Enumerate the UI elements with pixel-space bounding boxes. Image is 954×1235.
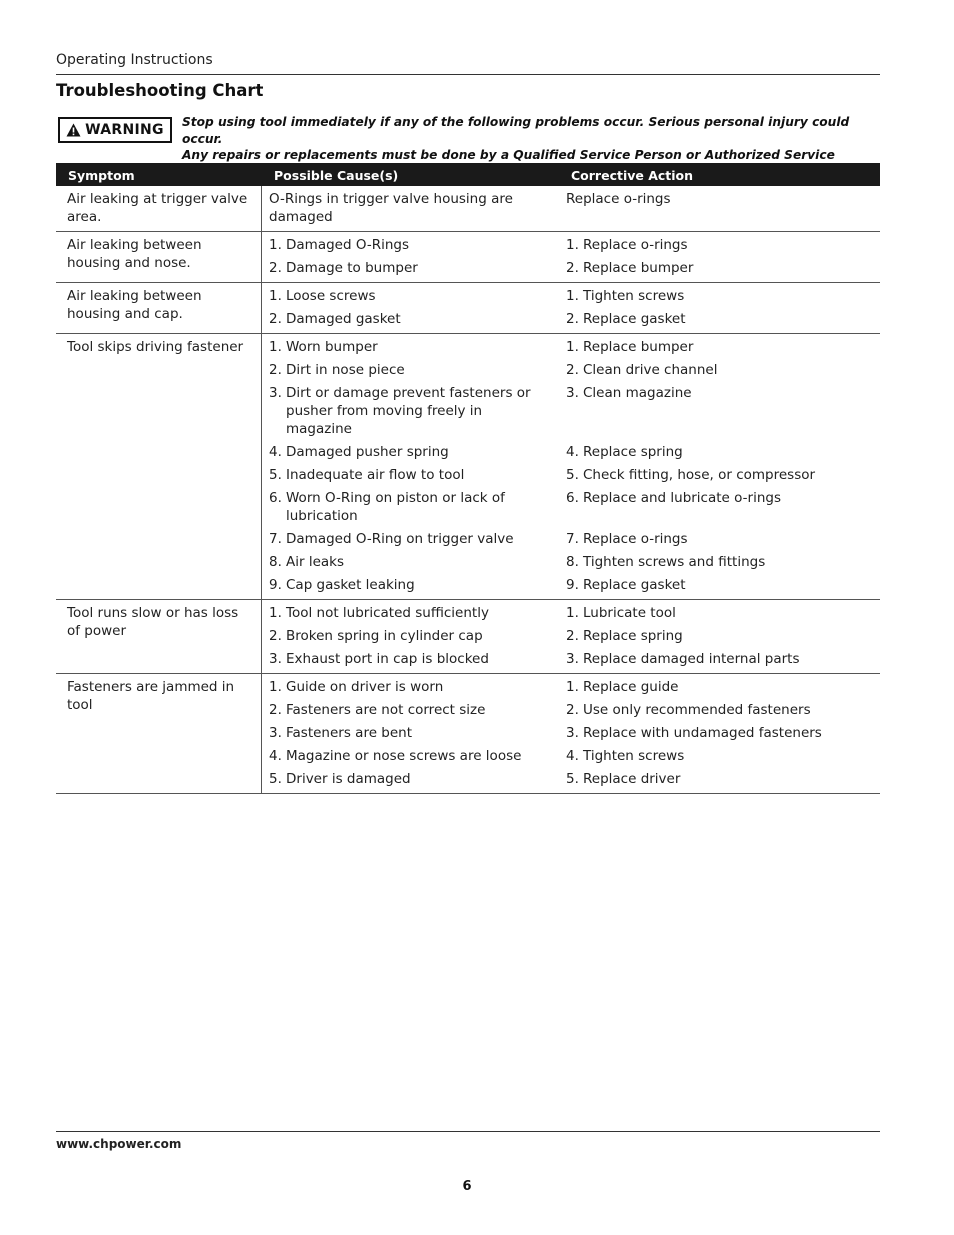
cause-item-number: 4. (269, 748, 282, 764)
cause-item-text: Worn bumper (286, 339, 378, 355)
actions-cell (559, 674, 880, 793)
cause-item-number: 2. (269, 260, 282, 276)
cause-item (269, 443, 553, 461)
action-item (566, 338, 874, 356)
causes-cell (262, 600, 559, 673)
action-item (566, 236, 874, 254)
action-item-number: 3. (566, 725, 579, 741)
action-item (566, 627, 874, 645)
action-item-text: Replace gasket (583, 311, 686, 327)
cause-item-number: 2. (269, 362, 282, 378)
action-item (566, 770, 874, 788)
action-item-text: Use only recommended fasteners (583, 702, 811, 718)
cause-item-text: O-Rings in trigger valve housing are damaged (269, 191, 513, 225)
action-item-text: Replace spring (583, 628, 683, 644)
action-item-number: 4. (566, 748, 579, 764)
cause-item-text: Damaged O-Rings (286, 237, 409, 253)
cause-item (269, 553, 553, 571)
table-row (56, 674, 880, 794)
cause-item-text: Cap gasket leaking (286, 577, 415, 593)
cause-item (269, 701, 553, 719)
action-item (566, 530, 874, 548)
cause-item (269, 678, 553, 696)
cause-item (269, 236, 553, 254)
cause-item-number: 1. (269, 679, 282, 695)
action-item (566, 361, 874, 379)
causes-cell (262, 283, 559, 333)
action-item (566, 553, 874, 571)
table-row (56, 186, 880, 232)
cause-item-text: Dirt in nose piece (286, 362, 405, 378)
cause-item-text: Broken spring in cylinder cap (286, 628, 483, 644)
action-item-text: Replace damaged internal parts (583, 651, 800, 667)
header-divider (56, 74, 880, 75)
action-item-number: 5. (566, 467, 579, 483)
cause-item-number: 1. (269, 237, 282, 253)
action-item-text: Replace and lubricate o-rings (583, 490, 781, 506)
cause-item-number: 9. (269, 577, 282, 593)
cause-item-text: Damaged O-Ring on trigger valve (286, 531, 514, 547)
cause-item (269, 650, 553, 668)
action-item (566, 384, 874, 438)
cause-item (269, 627, 553, 645)
action-item-number: 6. (566, 490, 579, 506)
cause-item (269, 489, 553, 525)
header-symptom: Symptom (68, 168, 135, 183)
header-corrective-action: Corrective Action (571, 168, 694, 183)
table-row (56, 232, 880, 283)
action-item-text: Replace guide (583, 679, 679, 695)
table-row (56, 334, 880, 600)
symptom-cell: Air leaking between housing and cap. (56, 283, 262, 333)
troubleshooting-table (56, 163, 880, 794)
cause-item (269, 338, 553, 356)
action-item-number: 1. (566, 288, 579, 304)
action-item-number: 1. (566, 237, 579, 253)
action-item-text: Lubricate tool (583, 605, 676, 621)
action-item-number: 3. (566, 651, 579, 667)
actions-cell (559, 232, 880, 282)
cause-item-text: Dirt or damage prevent fasteners or pusher from moving freely in magazine (286, 385, 531, 437)
cause-item-number: 1. (269, 339, 282, 355)
symptom-cell: Fasteners are jammed in tool (56, 674, 262, 793)
cause-item-number: 4. (269, 444, 282, 460)
action-item (566, 190, 874, 226)
cause-item (269, 466, 553, 484)
warning-badge (58, 117, 172, 143)
action-item-number: 2. (566, 362, 579, 378)
cause-item-text: Air leaks (286, 554, 345, 570)
action-item-text: Replace bumper (583, 339, 694, 355)
action-item-number: 5. (566, 771, 579, 787)
action-item-text: Replace o-rings (566, 191, 671, 207)
cause-item-text: Tool not lubricated sufficiently (286, 605, 489, 621)
cause-item-number: 1. (269, 288, 282, 304)
action-item-number: 2. (566, 311, 579, 327)
action-item-number: 7. (566, 531, 579, 547)
action-item (566, 604, 874, 622)
cause-item-number: 3. (269, 385, 282, 401)
causes-cell (262, 674, 559, 793)
action-item-text: Clean magazine (583, 385, 692, 401)
action-item-text: Replace gasket (583, 577, 686, 593)
action-item-number: 1. (566, 339, 579, 355)
action-item-text: Tighten screws and fittings (583, 554, 766, 570)
cause-item (269, 190, 553, 226)
cause-item (269, 576, 553, 594)
action-item (566, 724, 874, 742)
action-item-number: 1. (566, 605, 579, 621)
cause-item-text: Fasteners are not correct size (286, 702, 486, 718)
action-item-text: Replace bumper (583, 260, 694, 276)
action-item-text: Tighten screws (583, 748, 685, 764)
cause-item-text: Inadequate air flow to tool (286, 467, 465, 483)
cause-item (269, 310, 553, 328)
action-item-number: 1. (566, 679, 579, 695)
action-item-number: 9. (566, 577, 579, 593)
cause-item-number: 7. (269, 531, 282, 547)
action-item (566, 701, 874, 719)
table-body (56, 186, 880, 794)
symptom-cell: Tool skips driving fastener (56, 334, 262, 599)
action-item (566, 466, 874, 484)
cause-item-text: Damaged gasket (286, 311, 401, 327)
cause-item (269, 530, 553, 548)
actions-cell (559, 600, 880, 673)
cause-item-number: 2. (269, 628, 282, 644)
symptom-cell: Air leaking at trigger valve area. (56, 186, 262, 231)
action-item (566, 650, 874, 668)
table-row (56, 283, 880, 334)
symptom-cell: Air leaking between housing and nose. (56, 232, 262, 282)
cause-item-number: 8. (269, 554, 282, 570)
warning-line-2: Any repairs or replacements must be done by a Qualified Service Person or Authorized Service (182, 148, 835, 162)
action-item-text: Replace spring (583, 444, 683, 460)
cause-item-text: Damage to bumper (286, 260, 418, 276)
cause-item-number: 3. (269, 725, 282, 741)
cause-item-number: 5. (269, 771, 282, 787)
symptom-cell: Tool runs slow or has loss of power (56, 600, 262, 673)
actions-cell (559, 334, 880, 599)
action-item-number: 3. (566, 385, 579, 401)
cause-item (269, 604, 553, 622)
cause-item-text: Driver is damaged (286, 771, 411, 787)
cause-item (269, 259, 553, 277)
action-item-text: Replace driver (583, 771, 681, 787)
action-item-number: 8. (566, 554, 579, 570)
page-title: Troubleshooting Chart (56, 81, 264, 100)
action-item (566, 489, 874, 525)
cause-item (269, 724, 553, 742)
action-item-number: 2. (566, 702, 579, 718)
cause-item (269, 747, 553, 765)
cause-item (269, 770, 553, 788)
cause-item-text: Magazine or nose screws are loose (286, 748, 522, 764)
warning-line-1: Stop using tool immediately if any of the following problems occur. Serious personal injury could occur. (182, 115, 850, 146)
action-item-text: Tighten screws (583, 288, 685, 304)
cause-item-text: Fasteners are bent (286, 725, 413, 741)
action-item-number: 4. (566, 444, 579, 460)
footer-divider (56, 1131, 880, 1132)
cause-item-text: Worn O-Ring on piston or lack of lubrication (286, 490, 505, 524)
action-item-number: 2. (566, 628, 579, 644)
action-item (566, 287, 874, 305)
action-item-text: Replace o-rings (583, 237, 688, 253)
warning-triangle-icon (66, 123, 81, 137)
cause-item-text: Damaged pusher spring (286, 444, 449, 460)
action-item-number: 2. (566, 260, 579, 276)
action-item-text: Check fitting, hose, or compressor (583, 467, 816, 483)
cause-item-number: 2. (269, 702, 282, 718)
cause-item-text: Loose screws (286, 288, 376, 304)
cause-item (269, 287, 553, 305)
action-item (566, 747, 874, 765)
action-item (566, 443, 874, 461)
table-header-row (56, 163, 880, 186)
footer-url: www.chpower.com (56, 1137, 182, 1151)
action-item-text: Replace o-rings (583, 531, 688, 547)
action-item (566, 678, 874, 696)
cause-item-text: Guide on driver is worn (286, 679, 444, 695)
section-label: Operating Instructions (56, 52, 213, 68)
action-item-text: Replace with undamaged fasteners (583, 725, 822, 741)
action-item (566, 576, 874, 594)
cause-item-number: 6. (269, 490, 282, 506)
action-item (566, 259, 874, 277)
header-possible-causes: Possible Cause(s) (274, 168, 399, 183)
page-number: 6 (462, 1179, 472, 1194)
action-item (566, 310, 874, 328)
cause-item-text: Exhaust port in cap is blocked (286, 651, 489, 667)
actions-cell (559, 283, 880, 333)
cause-item (269, 361, 553, 379)
cause-item-number: 1. (269, 605, 282, 621)
cause-item-number: 3. (269, 651, 282, 667)
cause-item-number: 2. (269, 311, 282, 327)
table-row (56, 600, 880, 674)
actions-cell (559, 186, 880, 231)
cause-item (269, 384, 553, 438)
cause-item-number: 5. (269, 467, 282, 483)
causes-cell (262, 186, 559, 231)
causes-cell (262, 334, 559, 599)
warning-badge-label: WARNING (85, 122, 164, 138)
action-item-text: Clean drive channel (583, 362, 718, 378)
causes-cell (262, 232, 559, 282)
